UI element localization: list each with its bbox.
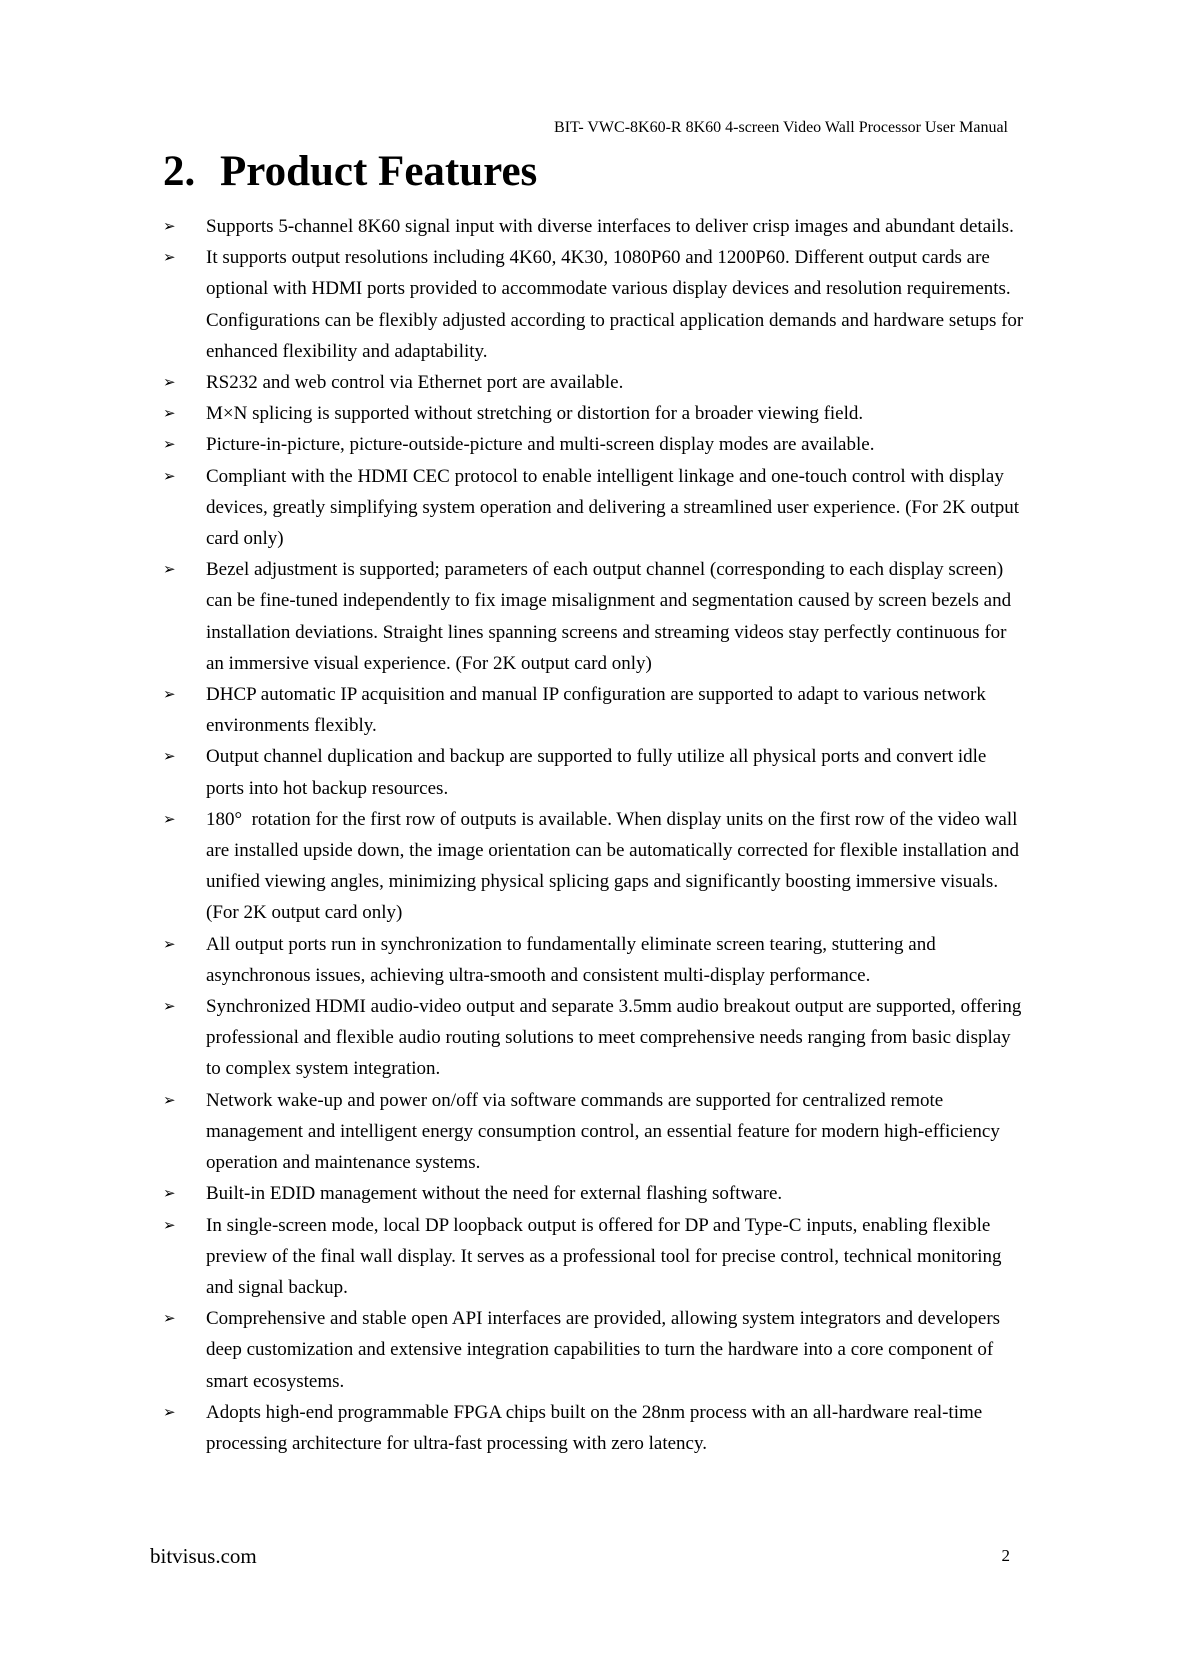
arrowhead-bullet-icon: ➢ xyxy=(163,747,176,766)
feature-text: Bezel adjustment is supported; parameters of each output channel (corresponding to each display screen) can be fine-tuned independently to fix image misalignment and segmentation caused by screen bezels and installation deviations. Straight lines spanning screens and streaming videos stay perfectly continuous for an immersive visual experience. (For 2K output card only) xyxy=(206,559,1012,674)
feature-item xyxy=(163,929,1025,991)
feature-text: Comprehensive and stable open API interfaces are provided, allowing system integrators and developers deep customization and extensive integration capabilities to turn the hardware into a core component of smart ecosystems. xyxy=(206,1308,1001,1392)
section-number: 2. xyxy=(163,148,196,195)
arrowhead-bullet-icon: ➢ xyxy=(163,934,176,953)
feature-item xyxy=(163,242,1025,367)
feature-text: In single-screen mode, local DP loopback output is offered for DP and Type-C inputs, enabling flexible preview of the final wall display. It serves as a professional tool for precise control, technical monitoring and signal backup. xyxy=(206,1214,1002,1298)
page-number: 2 xyxy=(1001,1546,1010,1565)
section-heading xyxy=(163,145,537,199)
footer-website: bitvisus.com xyxy=(150,1544,257,1568)
arrowhead-bullet-icon: ➢ xyxy=(163,1090,176,1109)
feature-item xyxy=(163,429,1025,460)
feature-item xyxy=(163,741,1025,803)
feature-item xyxy=(163,804,1025,929)
arrowhead-bullet-icon: ➢ xyxy=(163,997,176,1016)
feature-item xyxy=(163,554,1025,679)
arrowhead-bullet-icon: ➢ xyxy=(163,1402,176,1421)
feature-list xyxy=(163,211,1025,1459)
feature-text: 180° rotation for the first row of outputs is available. When display units on the first row of the video wall are installed upside down, the image orientation can be automatically corrected for flexible installation and unified viewing angles, minimizing physical splicing gaps and significantly boosting immersive visuals. (For 2K output card only) xyxy=(206,808,1024,924)
feature-item xyxy=(163,991,1025,1085)
feature-item xyxy=(163,398,1025,429)
feature-text: RS232 and web control via Ethernet port are available. xyxy=(206,372,624,394)
feature-text: Adopts high-end programmable FPGA chips built on the 28nm process with an all-hardware real-time processing architecture for ultra-fast processing with zero latency. xyxy=(206,1401,983,1454)
arrowhead-bullet-icon: ➢ xyxy=(163,685,176,704)
feature-text: Compliant with the HDMI CEC protocol to enable intelligent linkage and one-touch control with display devices, greatly simplifying system operation and delivering a streamlined user experience. (For 2K output card only) xyxy=(206,465,1020,550)
feature-item xyxy=(163,1210,1025,1304)
feature-item xyxy=(163,1397,1025,1459)
feature-text: Network wake-up and power on/off via software commands are supported for centralized remote management and intelligent energy consumption control, an essential feature for modern high-efficiency operation and maintenance systems. xyxy=(206,1089,1000,1174)
arrowhead-bullet-icon: ➢ xyxy=(163,248,176,267)
feature-item xyxy=(163,1303,1025,1397)
feature-text: Synchronized HDMI audio-video output and separate 3.5mm audio breakout output are supported, offering professional and flexible audio routing solutions to meet comprehensive needs ranging from basic display to complex system integration. xyxy=(206,996,1022,1080)
arrowhead-bullet-icon: ➢ xyxy=(163,809,176,828)
feature-item xyxy=(163,211,1025,242)
arrowhead-bullet-icon: ➢ xyxy=(163,1309,176,1328)
feature-item xyxy=(163,1085,1025,1179)
feature-text: All output ports run in synchronization to fundamentally eliminate screen tearing, stuttering and asynchronous issues, achieving ultra-smooth and consistent multi-display performance. xyxy=(206,933,936,986)
arrowhead-bullet-icon: ➢ xyxy=(163,404,176,423)
running-header: BIT- VWC-8K60-R 8K60 4-screen Video Wall Processor User Manual xyxy=(554,119,1008,136)
feature-item xyxy=(163,679,1025,741)
feature-item xyxy=(163,367,1025,398)
feature-text: Output channel duplication and backup are supported to fully utilize all physical ports and convert idle ports into hot backup resources. xyxy=(206,746,987,799)
feature-text: Picture-in-picture, picture-outside-picture and multi-screen display modes are available. xyxy=(206,434,875,456)
feature-text: Supports 5-channel 8K60 signal input with diverse interfaces to deliver crisp images and abundant details. xyxy=(206,216,1014,237)
arrowhead-bullet-icon: ➢ xyxy=(163,1184,176,1203)
feature-text: It supports output resolutions including 4K60, 4K30, 1080P60 and 1200P60. Different output cards are optional with HDMI ports provided to accommodate various display devices and resolution requirements. Configurations can be flexibly adjusted according to practical application demands and hardware setups for enhanced flexibility and adaptability. xyxy=(206,247,1024,362)
feature-item xyxy=(163,461,1025,555)
arrowhead-bullet-icon: ➢ xyxy=(163,217,176,235)
feature-item xyxy=(163,1178,1025,1209)
arrowhead-bullet-icon: ➢ xyxy=(163,560,176,579)
feature-text: Built-in EDID management without the need for external flashing software. xyxy=(206,1183,783,1205)
arrowhead-bullet-icon: ➢ xyxy=(163,373,176,392)
arrowhead-bullet-icon: ➢ xyxy=(163,435,176,454)
section-title: Product Features xyxy=(220,148,538,195)
arrowhead-bullet-icon: ➢ xyxy=(163,466,176,485)
arrowhead-bullet-icon: ➢ xyxy=(163,1215,176,1234)
feature-text: DHCP automatic IP acquisition and manual IP configuration are supported to adapt to various network environments flexibly. xyxy=(206,684,986,737)
feature-text: M×N splicing is supported without stretching or distortion for a broader viewing field. xyxy=(206,403,864,425)
